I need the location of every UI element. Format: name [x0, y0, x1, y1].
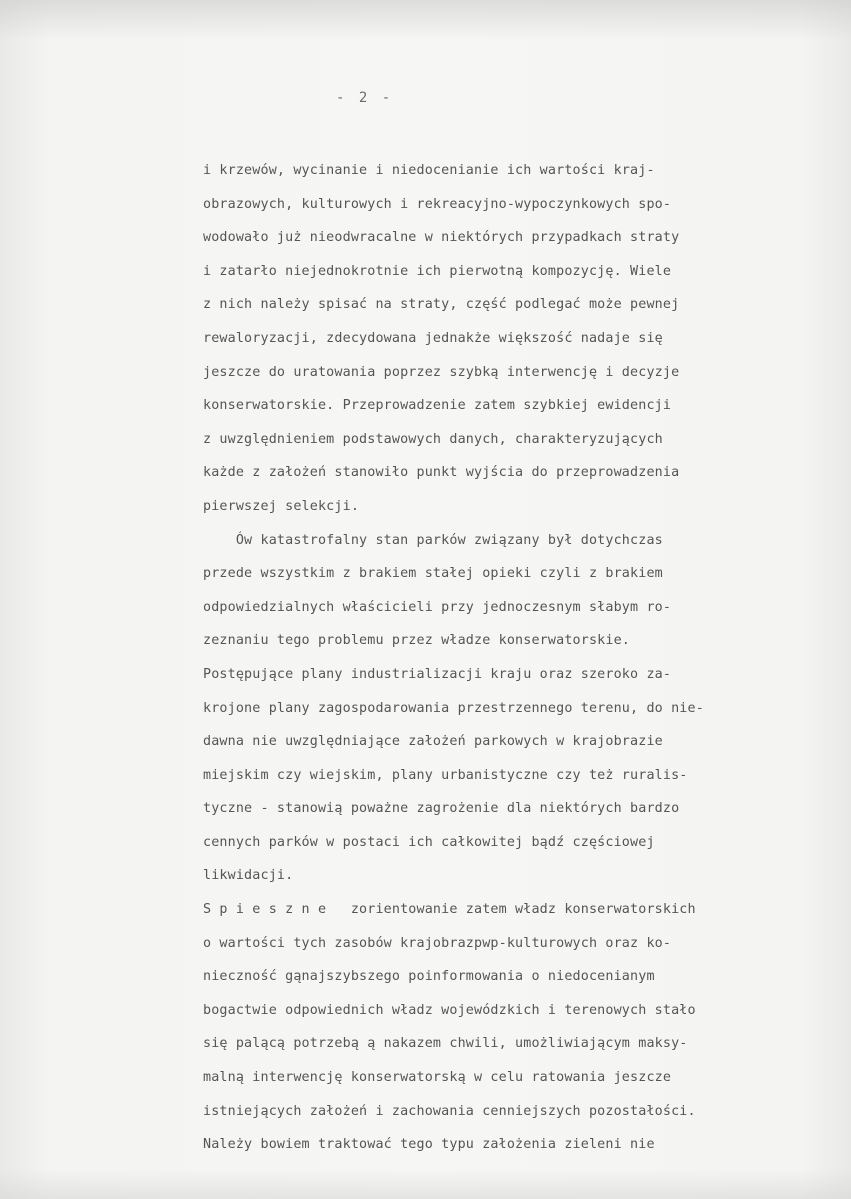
text-line: odpowiedzialnych właścicieli przy jednoczesnym słabym ro- — [203, 599, 672, 615]
text-line: nieczność gąnajszybszego poinformowania o niedocenianym — [203, 969, 655, 985]
page-shadow-bottom — [0, 1169, 851, 1199]
text-line: krojone plany zagospodarowania przestrzennego terenu, do nie- — [203, 700, 704, 716]
text-line: Należy bowiem traktować tego typu założenia zieleni nie — [203, 1137, 655, 1153]
text-line: cennych parków w postaci ich całkowitej bądź częściowej — [203, 834, 655, 850]
text-line: miejskim czy wiejskim, plany urbanistyczne czy też ruralis- — [203, 767, 688, 783]
text-line: Ów katastrofalny stan parków związany był dotychczas — [203, 532, 663, 548]
page-shadow-top — [0, 0, 851, 40]
text-line: i krzewów, wycinanie i niedocenianie ich wartości kraj- — [203, 163, 655, 178]
text-line: każde z założeń stanowiło punkt wyjścia do przeprowadzenia — [203, 465, 680, 481]
text-line: istniejących założeń i zachowania cenniejszych pozostałości. — [203, 1103, 696, 1119]
page-number: - 2 - — [336, 90, 394, 106]
text-line: o wartości tych zasobów krajobrazpwp-kulturowych oraz ko- — [203, 935, 672, 951]
text-line: z nich należy spisać na straty, część podlegać może pewnej — [203, 297, 680, 313]
text-line: Postępujące plany industrializacji kraju oraz szeroko za- — [203, 666, 672, 682]
text-line: przede wszystkim z brakiem stałej opieki czyli z brakiem — [203, 566, 663, 582]
text-line: konserwatorskie. Przeprowadzenie zatem szybkiej ewidencji — [203, 398, 672, 414]
text-line: likwidacji. — [203, 868, 294, 884]
text-line: wodowało już nieodwracalne w niektórych przypadkach straty — [203, 230, 680, 246]
text-line: S p i e s z n e zorientowanie zatem władz konserwatorskich — [203, 902, 696, 918]
text-line: tyczne - stanowią poważne zagrożenie dla niektórych bardzo — [203, 801, 680, 817]
text-line: z uwzględnieniem podstawowych danych, charakteryzujących — [203, 431, 663, 447]
text-line: i zatarło niejednokrotnie ich pierwotną kompozycję. Wiele — [203, 263, 672, 279]
text-line: obrazowych, kulturowych i rekreacyjno-wypoczynkowych spo- — [203, 196, 672, 212]
text-line: zeznaniu tego problemu przez władze konserwatorskie. — [203, 633, 631, 649]
text-line: rewaloryzacji, zdecydowana jednakże większość nadaje się — [203, 330, 663, 346]
text-line: się palącą potrzebą ą nakazem chwili, umożliwiającym maksy- — [203, 1036, 688, 1052]
typewritten-text — [203, 154, 828, 1162]
text-line: pierwszej selekcji. — [203, 498, 360, 514]
text-line: malną interwencję konserwatorską w celu ratowania jeszcze — [203, 1070, 672, 1086]
text-line: dawna nie uwzględniające założeń parkowych w krajobrazie — [203, 734, 663, 750]
text-line: bogactwie odpowiednich władz wojewódzkich i terenowych stało — [203, 1002, 696, 1018]
text-line: jeszcze do uratowania poprzez szybką interwencję i decyzje — [203, 364, 680, 380]
